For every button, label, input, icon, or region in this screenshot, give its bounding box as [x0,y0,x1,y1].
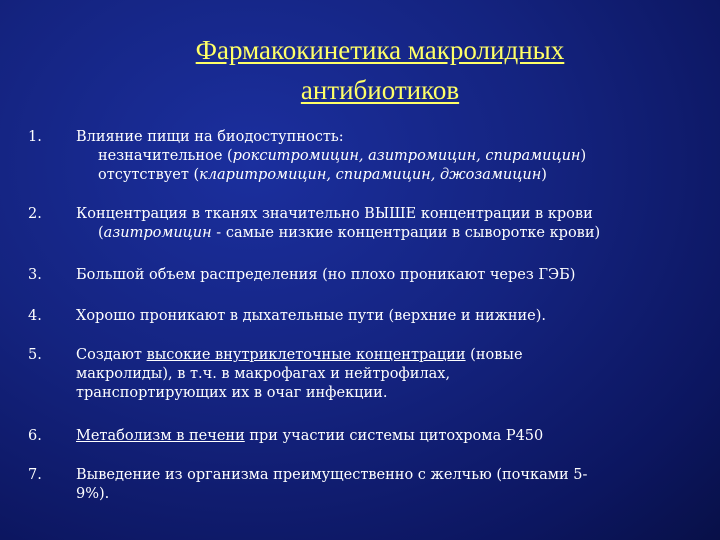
text-fragment: - самые низкие концентрации в сыворотке крови) [211,225,601,241]
item-text [76,427,676,446]
title-line-2: антибиотиков [300,75,460,105]
slide-title [70,30,690,110]
title-line-1: Фармакокинетика макролидных [195,35,565,65]
underlined-phrase: высокие внутриклеточные концентрации [146,347,466,363]
item-line [76,224,676,243]
underlined-phrase: Метаболизм в печени [76,428,245,444]
item-number: 1. [28,129,42,145]
item-line: Выведение из организма преимущественно с желчью (почками 5- [76,467,588,483]
item-text [76,128,676,185]
item-number: 7. [28,467,42,483]
item-text [76,346,676,403]
item-number: 3. [28,267,42,283]
item-text [76,466,676,504]
drug-names: рокситромицин, азитромицин, спирамицин [232,148,581,164]
item-line [76,166,676,185]
item-line: Хорошо проникают в дыхательные пути (верхние и нижние). [76,308,547,324]
text-fragment: Создают [76,347,147,363]
item-number: 6. [28,428,42,444]
text-fragment: ( [98,225,104,241]
item-line [76,147,676,166]
item-number: 4. [28,308,42,324]
item-heading: Влияние пищи на биодоступность: [76,129,344,145]
drug-names: азитромицин [103,225,212,241]
item-line [76,346,676,365]
item-line: макролиды), в т.ч. в макрофагах и нейтрофилах, [76,366,451,382]
text-fragment: ) [580,148,587,164]
item-text [76,266,676,285]
text-fragment: отсутствует ( [98,167,200,183]
item-line [76,427,676,446]
item-text [76,205,676,243]
item-line: транспортирующих их в очаг инфекции. [76,385,388,401]
item-line: Концентрация в тканях значительно ВЫШЕ концентрации в крови [76,206,593,222]
item-line: 9%). [76,486,110,502]
item-text [76,307,676,326]
text-fragment: при участии системы цитохрома Р450 [244,428,544,444]
text-fragment: ) [541,167,547,183]
text-fragment: незначительное ( [98,148,233,164]
item-line: Большой объем распределения (но плохо проникают через ГЭБ) [76,267,576,283]
drug-names: кларитромицин, спирамицин, джозамицин [199,167,542,183]
item-number: 2. [28,206,42,222]
item-number: 5. [28,347,42,363]
text-fragment: (новые [465,347,523,363]
